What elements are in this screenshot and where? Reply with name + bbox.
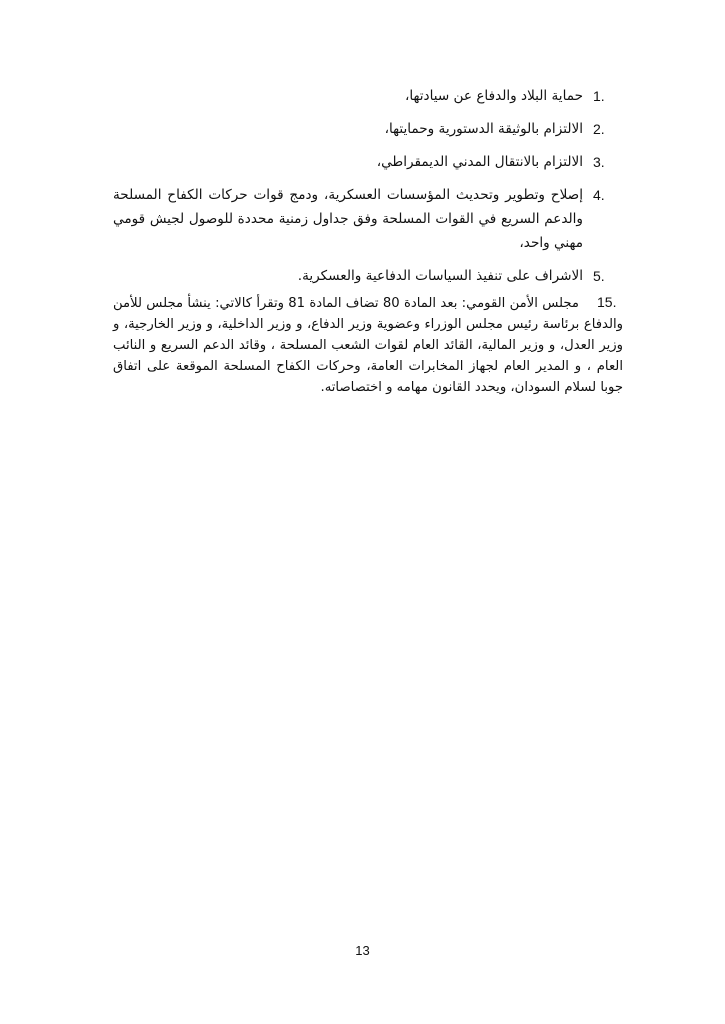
article-number: 15. xyxy=(597,294,617,310)
list-item-number: 3. xyxy=(593,154,605,170)
page-number: 13 xyxy=(355,943,370,958)
list-item-text: حماية البلاد والدفاع عن سيادتها، xyxy=(404,88,583,104)
list-item-text: إصلاح وتطوير وتحديث المؤسسات العسكرية، ودمج قوات حركات الكفاح المسلحة والدعم السريع في القوات المسلحة وفق جداول زمنية محددة للوصول لجيش قومي مهني واحد، xyxy=(113,187,583,251)
list-item xyxy=(113,84,613,108)
list-item-text: الالتزام بالانتقال المدني الديمقراطي، xyxy=(376,154,583,170)
list-item-number: 4. xyxy=(593,187,605,203)
list-item-number: 2. xyxy=(593,121,605,137)
list-item-number: 1. xyxy=(593,88,605,104)
list-item-text: الاشراف على تنفيذ السياسات الدفاعية والعسكرية. xyxy=(297,268,583,284)
list-item xyxy=(113,183,613,255)
article-text: مجلس الأمن القومي: بعد المادة 80 تضاف المادة 81 وتقرأ كالاتي: ينشأ مجلس للأمن والدفاع برئاسة رئيس مجلس الوزراء وعضوية وزير الدفاع، و وزير الداخلية، و وزير الخارجية، و وزير العدل، و وزير المالية، القائد العام لقوات الشعب المسلحة ، وقائد الدعم السريع و النائب العام ، و المدير العام لجهاز المخابرات العامة، وحركات الكفاح المسلحة الموقعة على اتفاق جوبا لسلام السودان، ويحدد القانون مهامه و اختصاصاته. xyxy=(113,296,623,395)
list-item-number: 5. xyxy=(593,268,605,284)
article-15-paragraph xyxy=(113,292,623,398)
list-item-text: الالتزام بالوثيقة الدستورية وحمايتها، xyxy=(384,121,583,137)
list-item xyxy=(113,264,613,288)
list-item xyxy=(113,150,613,174)
numbered-list xyxy=(113,84,613,297)
list-item xyxy=(113,117,613,141)
